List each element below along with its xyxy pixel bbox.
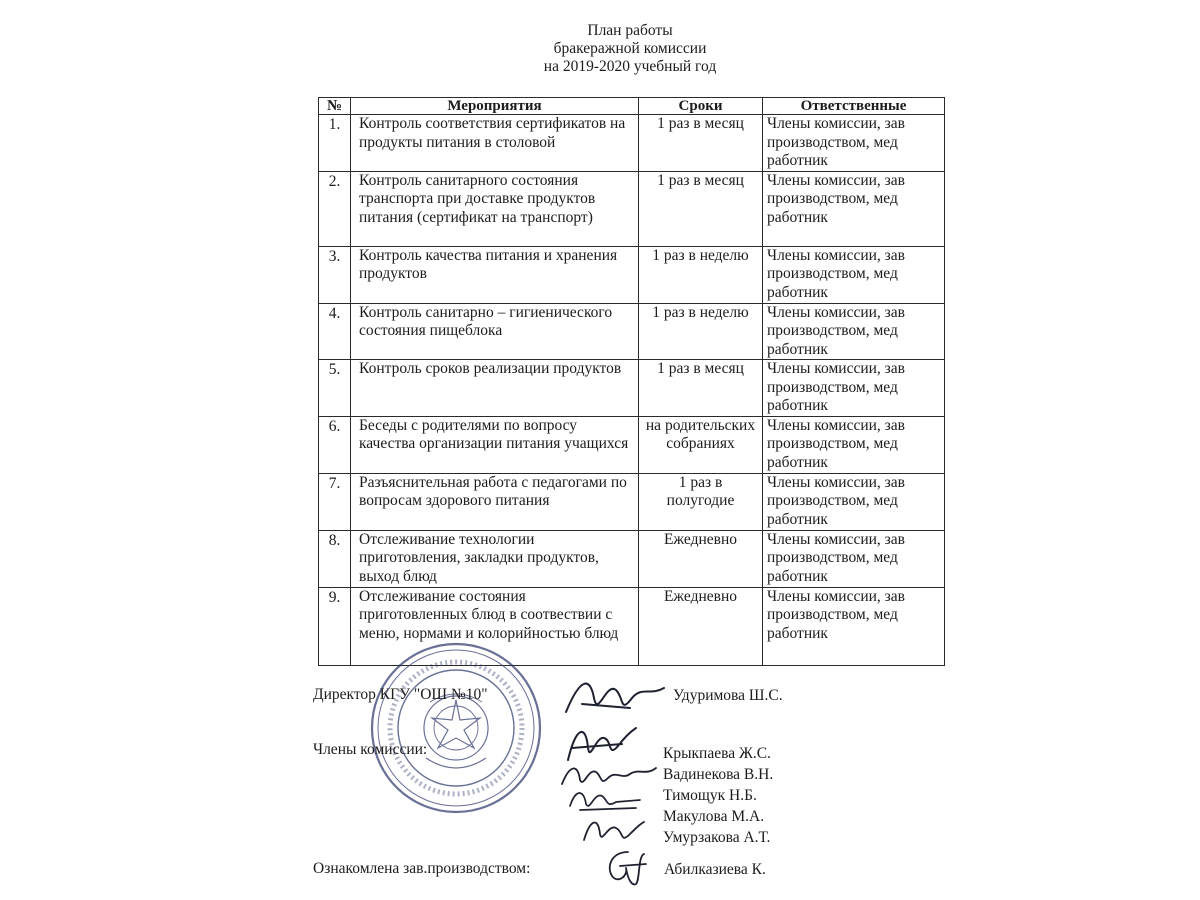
- row-event: Контроль качества питания и хранения продуктов: [351, 246, 639, 303]
- column-header-terms: Сроки: [639, 98, 763, 115]
- row-event: Беседы с родителями по вопросу качества организации питания учащихся: [351, 416, 639, 473]
- row-responsible: Члены комиссии, зав производством, мед работник: [763, 360, 945, 417]
- row-event: Контроль санитарно – гигиенического состояния пищеблока: [351, 303, 639, 360]
- row-number: 3.: [319, 246, 351, 303]
- member-name: Вадинекова В.Н.: [663, 766, 774, 783]
- row-responsible: Члены комиссии, зав производством, мед работник: [763, 416, 945, 473]
- row-term: 1 раз в месяц: [639, 171, 763, 246]
- row-responsible: Члены комиссии, зав производством, мед работник: [763, 246, 945, 303]
- table-row: [319, 530, 945, 587]
- table-row: [319, 171, 945, 246]
- member-signature-4: [578, 810, 648, 850]
- row-number: 7.: [319, 473, 351, 530]
- row-responsible: Члены комиссии, зав производством, мед работник: [763, 587, 945, 665]
- row-number: 8.: [319, 530, 351, 587]
- row-term: 1 раз в неделю: [639, 303, 763, 360]
- member-name: Крыкпаева Ж.С.: [663, 745, 771, 762]
- member-name: Тимощук Н.Б.: [663, 787, 757, 804]
- member-name: Умурзакова А.Т.: [663, 829, 771, 846]
- table-row: [319, 246, 945, 303]
- row-term: Ежедневно: [639, 587, 763, 665]
- heading-line-2: бракеражной комиссии: [553, 40, 707, 57]
- table-row: [319, 303, 945, 360]
- row-term: 1 раз в полугодие: [639, 473, 763, 530]
- row-term: 1 раз в месяц: [639, 115, 763, 172]
- row-event: Контроль соответствия сертификатов на продукты питания в столовой: [351, 115, 639, 172]
- heading-line-1: План работы: [587, 22, 673, 39]
- director-name: Удуримова Ш.С.: [673, 687, 783, 704]
- row-event: Разъяснительная работа с педагогами по вопросам здорового питания: [351, 473, 639, 530]
- director-label: Директор КГУ "ОШ №10": [313, 686, 488, 703]
- column-header-number: №: [319, 98, 351, 115]
- acknowledgement-label: Ознакомлена зав.производством:: [313, 860, 531, 877]
- row-term: 1 раз в неделю: [639, 246, 763, 303]
- row-term: на родительских собраниях: [639, 416, 763, 473]
- members-label: Члены комиссии:: [313, 741, 428, 758]
- official-seal-stamp: [368, 640, 544, 816]
- row-event: Отслеживание состояния приготовленных блюд в соотвествии с меню, нормами и колорийностью блюд: [351, 587, 639, 665]
- table-row: [319, 360, 945, 417]
- plan-table: [318, 97, 945, 666]
- acknowledgement-name: Абилказиева К.: [664, 861, 766, 878]
- row-number: 9.: [319, 587, 351, 665]
- heading-line-3: на 2019-2020 учебный год: [543, 58, 717, 75]
- row-term: 1 раз в месяц: [639, 360, 763, 417]
- row-responsible: Члены комиссии, зав производством, мед работник: [763, 115, 945, 172]
- row-responsible: Члены комиссии, зав производством, мед работник: [763, 473, 945, 530]
- table-row: [319, 416, 945, 473]
- row-responsible: Члены комиссии, зав производством, мед работник: [763, 171, 945, 246]
- row-event: Контроль санитарного состояния транспорта при доставке продуктов питания (сертификат на транспорт): [351, 171, 639, 246]
- row-term: Ежедневно: [639, 530, 763, 587]
- member-name: Макулова М.А.: [663, 808, 765, 825]
- table-row: [319, 115, 945, 172]
- row-number: 4.: [319, 303, 351, 360]
- acknowledgement-signature: [598, 846, 650, 890]
- column-header-responsible: Ответственные: [763, 98, 945, 115]
- row-number: 2.: [319, 171, 351, 246]
- table-header-row: [319, 98, 945, 115]
- row-event: Отслеживание технологии приготовления, закладки продуктов, выход блюд: [351, 530, 639, 587]
- column-header-events: Мероприятия: [351, 98, 639, 115]
- table-row: [319, 473, 945, 530]
- row-number: 1.: [319, 115, 351, 172]
- row-number: 5.: [319, 360, 351, 417]
- row-number: 6.: [319, 416, 351, 473]
- row-event: Контроль сроков реализации продуктов: [351, 360, 639, 417]
- row-responsible: Члены комиссии, зав производством, мед работник: [763, 530, 945, 587]
- document-heading: [420, 22, 840, 76]
- members-list: [663, 743, 773, 848]
- row-responsible: Члены комиссии, зав производством, мед работник: [763, 303, 945, 360]
